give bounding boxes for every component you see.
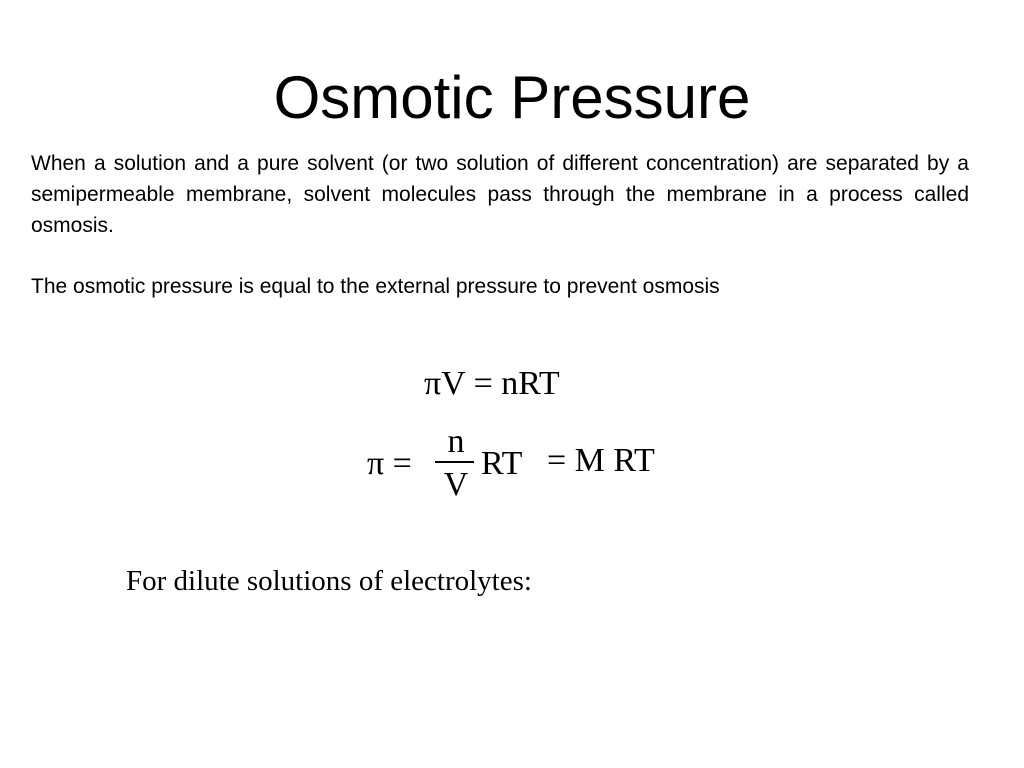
dilute-electrolytes-note: For dilute solutions of electrolytes:	[126, 565, 532, 597]
equation-ideal-gas-form: πV = nRT	[424, 365, 560, 402]
osmosis-definition-paragraph: When a solution and a pure solvent (or two solution of different concentration) are separated by a semipermeable membrane, solvent molecules pass through the membrane in a process called osmosis.	[31, 152, 969, 237]
equation2-rt: RT	[481, 445, 523, 482]
osmotic-pressure-paragraph: The osmotic pressure is equal to the external pressure to prevent osmosis	[31, 275, 720, 298]
slide-title: Osmotic Pressure	[273, 64, 751, 131]
fraction-denominator: V	[443, 466, 469, 503]
fraction-numerator: n	[447, 423, 465, 460]
equation2-lhs: π =	[367, 445, 412, 482]
equation2-rhs: = M RT	[547, 442, 655, 479]
fraction-bar	[435, 461, 474, 463]
